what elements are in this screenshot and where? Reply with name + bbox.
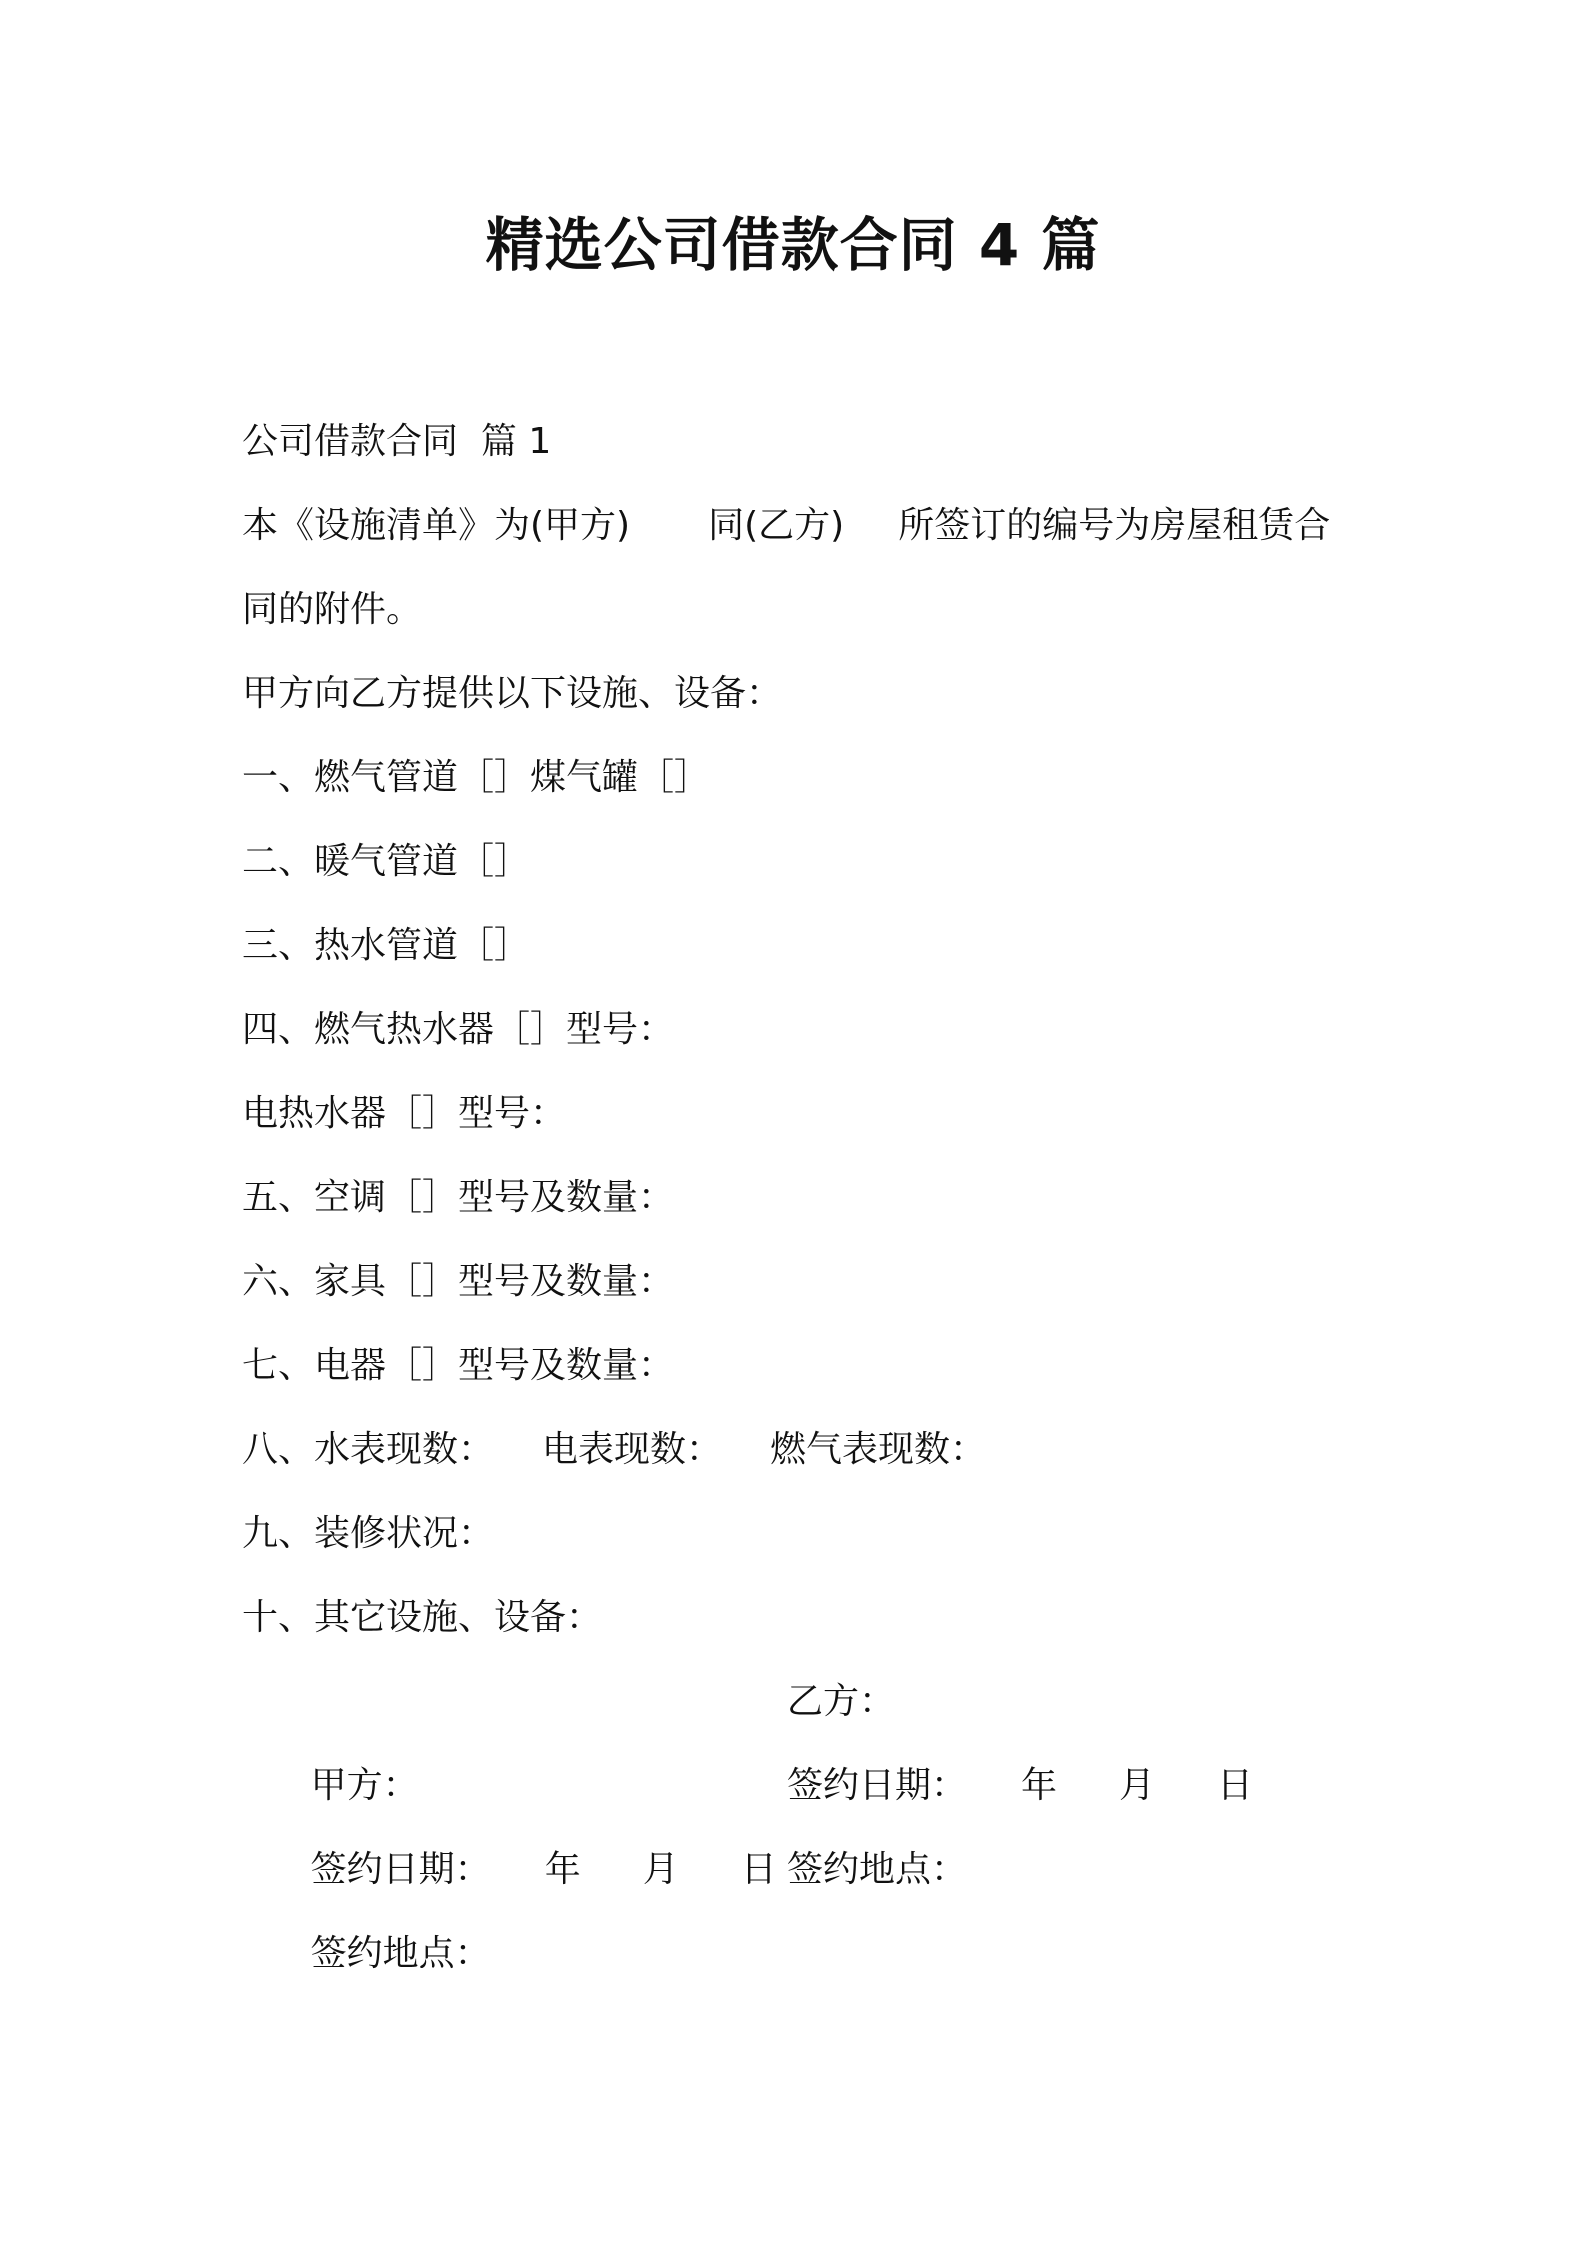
day-label: 日: [1217, 1765, 1254, 1806]
intro-line: [242, 484, 1372, 568]
list-item: 一、燃气管道［］煤气罐［］: [242, 757, 711, 798]
place-line: [242, 1828, 1372, 1974]
list-item: 九、装修状况：: [242, 1513, 495, 1554]
party-a-place-label: 签约地点：: [310, 1933, 491, 1974]
year-label: 年: [544, 1849, 581, 1890]
document-title: 精选公司借款合同 4 篇: [485, 211, 1101, 279]
list-item: 四、燃气热水器［］型号：: [242, 1009, 675, 1050]
section-heading: 公司借款合同 篇 1: [242, 421, 552, 462]
intro-continuation: 同的附件。: [242, 589, 423, 630]
date-label: 签约日期：: [310, 1849, 491, 1890]
list-item: 六、家具［］型号及数量：: [242, 1261, 675, 1302]
list-item: 五、空调［］型号及数量：: [242, 1177, 675, 1218]
list-item: 电热水器［］型号：: [242, 1093, 567, 1134]
electric-meter-label: 电表现数：: [542, 1429, 723, 1470]
water-meter-label: 八、水表现数：: [242, 1429, 495, 1470]
list-item: 七、电器［］型号及数量：: [242, 1345, 675, 1386]
party-b-label: 乙方：: [787, 1681, 896, 1722]
meters-line: [242, 1408, 1372, 1492]
list-item: 三、热水管道［］: [242, 925, 531, 966]
intro-part1: 本《设施清单》为(甲方): [242, 505, 631, 546]
intro-part3: 所签订的编号为房屋租赁合: [898, 505, 1331, 546]
date-label: 签约日期：: [787, 1765, 968, 1806]
party-b-date: [787, 1744, 1253, 1828]
intro-part2: 同(乙方): [708, 505, 845, 546]
month-label: 月: [1119, 1765, 1156, 1806]
party-b-place-label: 签约地点：: [787, 1849, 968, 1890]
year-label: 年: [1021, 1765, 1058, 1806]
gas-meter-label: 燃气表现数：: [770, 1429, 987, 1470]
lead-line: 甲方向乙方提供以下设施、设备：: [242, 673, 783, 714]
list-item: 二、暖气管道［］: [242, 841, 531, 882]
day-label: 日: [740, 1849, 777, 1890]
list-item: 十、其它设施、设备：: [242, 1597, 603, 1638]
month-label: 月: [642, 1849, 679, 1890]
party-a-label: 甲方：: [310, 1765, 419, 1806]
document-body: [242, 400, 1372, 1974]
